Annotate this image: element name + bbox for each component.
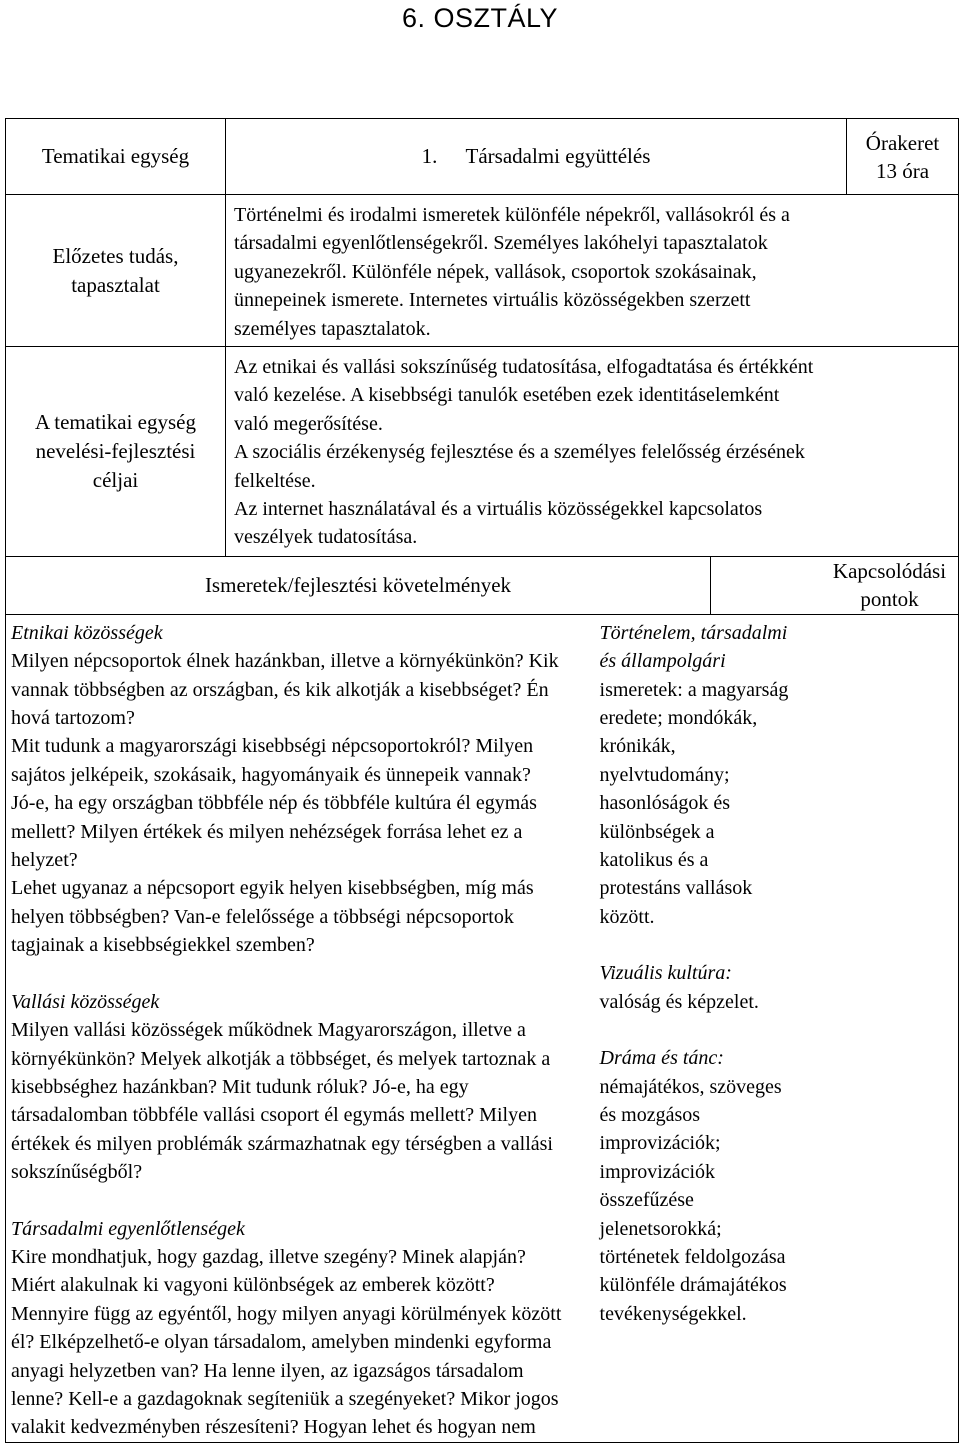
connection-line: improvizációk	[599, 1160, 716, 1183]
section-line: lenne? Kell-e a gazdagoknak segíteniük a szegényeket? Mikor jogos	[11, 1387, 559, 1410]
hours-value: 13 óra	[875, 158, 930, 183]
connection-line: némajátékos, szöveges	[599, 1075, 782, 1098]
connection-title: Vizuális kultúra:	[599, 962, 732, 985]
section-title: Etnikai közösségek	[11, 621, 163, 644]
section-line: Mennyire függ az egyéntől, hogy milyen anyagi körülmények között	[11, 1302, 562, 1325]
connections-header: Kapcsolódási pontok	[832, 559, 947, 612]
requirements-header-cell	[6, 557, 711, 615]
section-line: környékünkön? Melyek alkotják a többséget, és melyek tartoznak a	[11, 1047, 551, 1070]
section-line: Milyen népcsoportok élnek hazánkban, illetve a környékünkön? Kik	[11, 650, 559, 673]
goals-label-cell	[6, 347, 226, 557]
section-line: sajátos jelképeik, szokásaik, hagyományaik és ünnepeik vannak?	[11, 763, 531, 786]
section-line: helyen többségben? Van-e felelőssége a többségi népcsoportok	[11, 905, 514, 928]
goals-text-line: A szociális érzékenység fejlesztése és a személyes felelősség érzésének	[234, 441, 805, 464]
section-line: hová tartozom?	[11, 707, 135, 730]
column-header-row	[6, 557, 959, 615]
connections-column	[600, 615, 850, 1328]
section-line: értékek és milyen problémák származhatnak egy térségben a vallási	[11, 1132, 553, 1155]
section-title: Társadalmi egyenlőtlenségek	[11, 1217, 245, 1240]
prior-label-line: Előzetes tudás,	[52, 243, 179, 268]
connection-line: valóság és képzelet.	[599, 990, 759, 1013]
section-line: Lehet ugyanaz a népcsoport egyik helyen kisebbségben, míg más	[11, 877, 534, 900]
goals-label-line: céljai	[92, 468, 139, 492]
connection-line: improvizációk;	[599, 1132, 721, 1155]
requirements-header: Ismeretek/fejlesztési követelmények	[204, 573, 512, 598]
curriculum-table	[5, 118, 959, 1443]
goals-text-line: Az internet használatával és a virtuális közösségekkel kapcsolatos	[234, 498, 763, 521]
connection-line: történetek feldolgozása	[599, 1245, 786, 1268]
prior-text-line: Történelmi és irodalmi ismeretek különféle népekről, vallásokról és a	[234, 204, 790, 226]
connection-line: krónikák,	[599, 735, 676, 758]
goals-row	[6, 347, 959, 557]
prior-text-line: társadalmi egyenlőtlenségekről. Személyes lakóhelyi tapasztalatok	[234, 232, 768, 255]
section-line: sokszínűségből?	[11, 1161, 143, 1184]
connection-line: katolikus és a	[599, 849, 709, 872]
section-line: valakit kedvezményben részesíteni? Hogyan lehet és hogyan nem	[11, 1416, 536, 1439]
header-row	[6, 119, 959, 195]
connection-line: és mozgásos	[599, 1103, 701, 1126]
goals-text-cell	[226, 347, 959, 557]
section-line: mellett? Milyen értékek és milyen nehézségek forrása lehet ez a	[11, 820, 523, 843]
connection-line: eredete; mondókák,	[599, 707, 758, 730]
goals-text-line: való megerősítése.	[234, 412, 383, 435]
unit-title: Társadalmi együttélés	[465, 144, 651, 169]
prior-text-line: ünnepeinek ismerete. Internetes virtuális közösségekben szerzett	[234, 289, 751, 312]
section-line: tagjainak a kisebbségiekkel szemben?	[11, 934, 315, 957]
goals-label-line: nevelési-fejlesztési	[35, 439, 196, 463]
goals-text-line: Az etnikai és vallási sokszínűség tudatosítása, elfogadtatása és értékként	[234, 356, 814, 378]
connection-title: Dráma és tánc:	[599, 1047, 724, 1070]
unit-number: 1.	[421, 144, 438, 169]
section-line: társadalomban többféle vallási csoport él egymás mellett? Milyen	[11, 1104, 537, 1127]
connections-cell	[599, 614, 959, 1442]
connection-group-drama	[600, 1044, 850, 1328]
connection-group-visual	[600, 959, 850, 1016]
connection-line: protestáns vallások	[599, 877, 753, 900]
unit-title-cell	[226, 119, 847, 195]
unit-label: Tematikai egység	[41, 144, 190, 169]
connection-line: összefűzése	[599, 1189, 694, 1212]
connection-line: között.	[599, 905, 655, 928]
unit-label-cell	[6, 119, 226, 195]
connection-line: ismeretek: a magyarság	[599, 678, 789, 701]
prior-text-cell	[226, 195, 959, 347]
connection-group-history	[600, 619, 850, 931]
connection-line: jelenetsorokká;	[599, 1217, 722, 1240]
goals-text-line: veszélyek tudatosítása.	[234, 526, 418, 549]
connection-line: nyelvtudomány;	[599, 763, 730, 786]
page-title: 6. OSZTÁLY	[401, 3, 559, 33]
content-row	[6, 614, 959, 1442]
section-line: vannak többségben az országban, és kik alkotják a kisebbséget? Én	[11, 678, 549, 701]
connection-line: különféle drámajátékos	[599, 1274, 787, 1297]
section-line: helyzet?	[11, 849, 78, 872]
section-line: anyagi helyzetben van? Ha lenne ilyen, az igazságos társadalom	[11, 1359, 524, 1382]
section-line: Milyen vallási közösségek működnek Magyarországon, illetve a	[11, 1019, 526, 1042]
connection-line: hasonlóságok és	[599, 792, 731, 815]
section-line: él? Elképzelhető-e olyan társadalom, amelyben mindenki egyforma	[11, 1331, 552, 1354]
section-line: Mit tudunk a magyarországi kisebbségi népcsoportokról? Milyen	[11, 735, 534, 758]
section-line: Miért alakulnak ki vagyoni különbségek az emberek között?	[11, 1274, 495, 1297]
section-title: Vallási közösségek	[11, 990, 160, 1013]
prior-label-cell	[6, 195, 226, 347]
hours-cell	[847, 119, 959, 195]
connections-header-cell	[711, 557, 959, 615]
goals-text-line: való kezelése. A kisebbségi tanulók esetében ezek identitáselemként	[234, 384, 780, 407]
connection-line: különbségek a	[599, 820, 715, 843]
prior-text-line: ugyanezekről. Különféle népek, vallások, csoportok szokásainak,	[234, 260, 757, 283]
prior-text-line: személyes tapasztalatok.	[234, 317, 431, 340]
connection-line: tevékenységekkel.	[599, 1302, 747, 1325]
connection-title: Történelem, társadalmi	[599, 621, 788, 644]
goals-text-line: felkeltése.	[234, 469, 316, 492]
section-line: Jó-e, ha egy országban többféle nép és többféle kultúra él egymás	[11, 792, 537, 815]
section-line: Kire mondhatjuk, hogy gazdag, illetve szegény? Minek alapján?	[11, 1245, 526, 1268]
goals-label-line: A tematikai egység	[35, 410, 196, 434]
connection-title: és állampolgári	[599, 650, 726, 673]
hours-label: Órakeret	[865, 130, 940, 155]
prior-knowledge-row	[6, 195, 959, 347]
prior-label-line: tapasztalat	[71, 272, 160, 297]
section-line: kisebbséghez hazánkban? Mit tudunk róluk? Jó-e, ha egy	[11, 1075, 469, 1098]
